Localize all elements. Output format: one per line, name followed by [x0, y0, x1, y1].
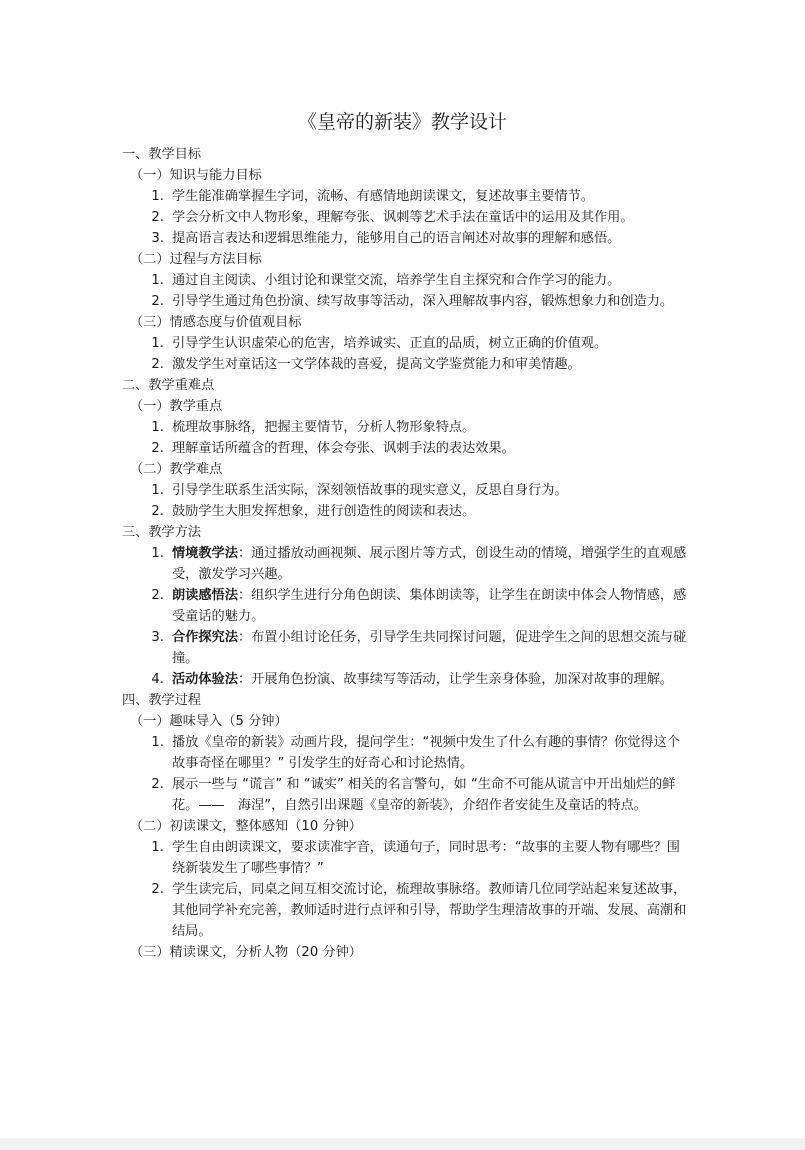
- subsection-heading: （三）精读课文，分析人物（20 分钟）: [130, 945, 362, 960]
- item-number: 2.: [151, 882, 164, 897]
- item-text: 鼓励学生大胆发挥想象，进行创造性的阅读和表达。: [172, 504, 476, 519]
- item-number: 3.: [151, 630, 164, 645]
- item-number: 1.: [151, 735, 164, 750]
- section-heading: 一、教学目标: [122, 147, 202, 162]
- item-number: 2.: [151, 588, 164, 603]
- subsection-heading: （二）教学难点: [130, 462, 223, 477]
- subsection-heading: （一）知识与能力目标: [130, 168, 262, 183]
- subsection-heading: （一）趣味导入（5 分钟）: [130, 714, 288, 729]
- item-number: 1.: [151, 483, 164, 498]
- item-text: 播放《皇帝的新装》动画片段，提问学生：“视频中发生了什么有趣的事情？你觉得这个故事奇怪在哪里？” 引发学生的好奇心和讨论热情。: [172, 735, 680, 771]
- item-number: 2.: [151, 504, 164, 519]
- item-text: 通过自主阅读、小组讨论和课堂交流，培养学生自主探究和合作学习的能力。: [172, 273, 621, 288]
- item-number: 1.: [151, 546, 164, 561]
- item-number: 1.: [151, 420, 164, 435]
- item-text: 学生读完后，同桌之间互相交流讨论，梳理故事脉络。教师请几位同学站起来复述故事，其他同学补充完善，教师适时进行点评和引导，帮助学生理清故事的开端、发展、高潮和结局。: [172, 882, 687, 939]
- item-text: 激发学生对童话这一文学体裁的喜爱，提高文学鉴赏能力和审美情趣。: [172, 357, 581, 372]
- list-item: [122, 438, 688, 459]
- item-number: 1.: [151, 840, 164, 855]
- item-number: 3.: [151, 231, 164, 246]
- item-text: 学生自由朗读课文，要求读准字音，读通句子，同时思考：“故事的主要人物有哪些？围绕新装发生了哪些事情？”: [172, 840, 680, 876]
- list-item: [122, 543, 688, 585]
- list-item: [122, 417, 688, 438]
- item-text: 学生能准确掌握生字词，流畅、有感情地朗读课文，复述故事主要情节。: [172, 189, 594, 204]
- item-text: 展示一些与 “谎言” 和 “诚实” 相关的名言警句，如 “生命不可能从谎言中开出灿烂的鲜花。—— 海涅”，自然引出课题《皇帝的新装》，介绍作者安徒生及童话的特点。: [172, 777, 676, 813]
- subsection-heading: （二）过程与方法目标: [130, 252, 262, 267]
- list-item: [122, 501, 688, 522]
- document-title: 《皇帝的新装》教学设计: [297, 111, 507, 133]
- item-text: [172, 669, 688, 690]
- list-item: [122, 879, 688, 942]
- list-item: [122, 228, 688, 249]
- section-heading: 四、教学过程: [122, 693, 202, 708]
- list-item: [122, 732, 688, 774]
- subsection-heading: （一）教学重点: [130, 399, 223, 414]
- item-number: 1.: [151, 273, 164, 288]
- method-description: ：布置小组讨论任务，引导学生共同探讨问题，促进学生之间的思想交流与碰撞。: [172, 630, 687, 666]
- list-item: [122, 354, 688, 375]
- item-number: 2.: [151, 441, 164, 456]
- item-number: 1.: [151, 189, 164, 204]
- item-text: 引导学生通过角色扮演、续写故事等活动，深入理解故事内容，锻炼想象力和创造力。: [172, 294, 674, 309]
- item-text: 提高语言表达和逻辑思维能力，能够用自己的语言阐述对故事的理解和感悟。: [172, 231, 621, 246]
- item-number: 2.: [151, 357, 164, 372]
- item-text: [172, 543, 688, 585]
- list-item: [122, 774, 688, 816]
- list-item: [122, 270, 688, 291]
- list-item: [122, 585, 688, 627]
- section-heading: 二、教学重难点: [122, 378, 215, 393]
- list-item: [122, 186, 688, 207]
- item-number: 2.: [151, 210, 164, 225]
- method-description: ：开展角色扮演、故事续写等活动，让学生亲身体验，加深对故事的理解。: [237, 672, 674, 687]
- section-heading: 三、教学方法: [122, 525, 202, 540]
- item-text: 引导学生联系生活实际，深刻领悟故事的现实意义，反思自身行为。: [172, 483, 568, 498]
- item-text: [172, 585, 688, 627]
- item-text: [172, 627, 688, 669]
- item-text: 学会分析文中人物形象，理解夸张、讽刺等艺术手法在童话中的运用及其作用。: [172, 210, 634, 225]
- item-text: 引导学生认识虚荣心的危害，培养诚实、正直的品质，树立正确的价值观。: [172, 336, 608, 351]
- item-number: 2.: [151, 294, 164, 309]
- method-description: ：通过播放动画视频、展示图片等方式，创设生动的情境，增强学生的直观感受，激发学习兴趣。: [172, 546, 687, 582]
- method-name: 合作探究法: [172, 630, 238, 645]
- item-number: 4.: [151, 672, 164, 687]
- list-item: [122, 291, 688, 312]
- list-item: [122, 669, 688, 690]
- item-text: 理解童话所蕴含的哲理，体会夸张、讽刺手法的表达效果。: [172, 441, 515, 456]
- method-description: ：组织学生进行分角色朗读、集体朗读等，让学生在朗读中体会人物情感，感受童话的魅力。: [172, 588, 687, 624]
- list-item: [122, 480, 688, 501]
- list-item: [122, 333, 688, 354]
- document-body: [122, 144, 688, 963]
- method-name: 活动体验法: [172, 672, 238, 687]
- list-item: [122, 837, 688, 879]
- subsection-heading: （二）初读课文，整体感知（10 分钟）: [130, 819, 362, 834]
- method-name: 朗读感悟法: [172, 588, 238, 603]
- item-number: 1.: [151, 336, 164, 351]
- item-number: 2.: [151, 777, 164, 792]
- list-item: [122, 627, 688, 669]
- method-name: 情境教学法: [172, 546, 238, 561]
- subsection-heading: （三）情感态度与价值观目标: [130, 315, 302, 330]
- list-item: [122, 207, 688, 228]
- item-text: 梳理故事脉络，把握主要情节，分析人物形象特点。: [172, 420, 476, 435]
